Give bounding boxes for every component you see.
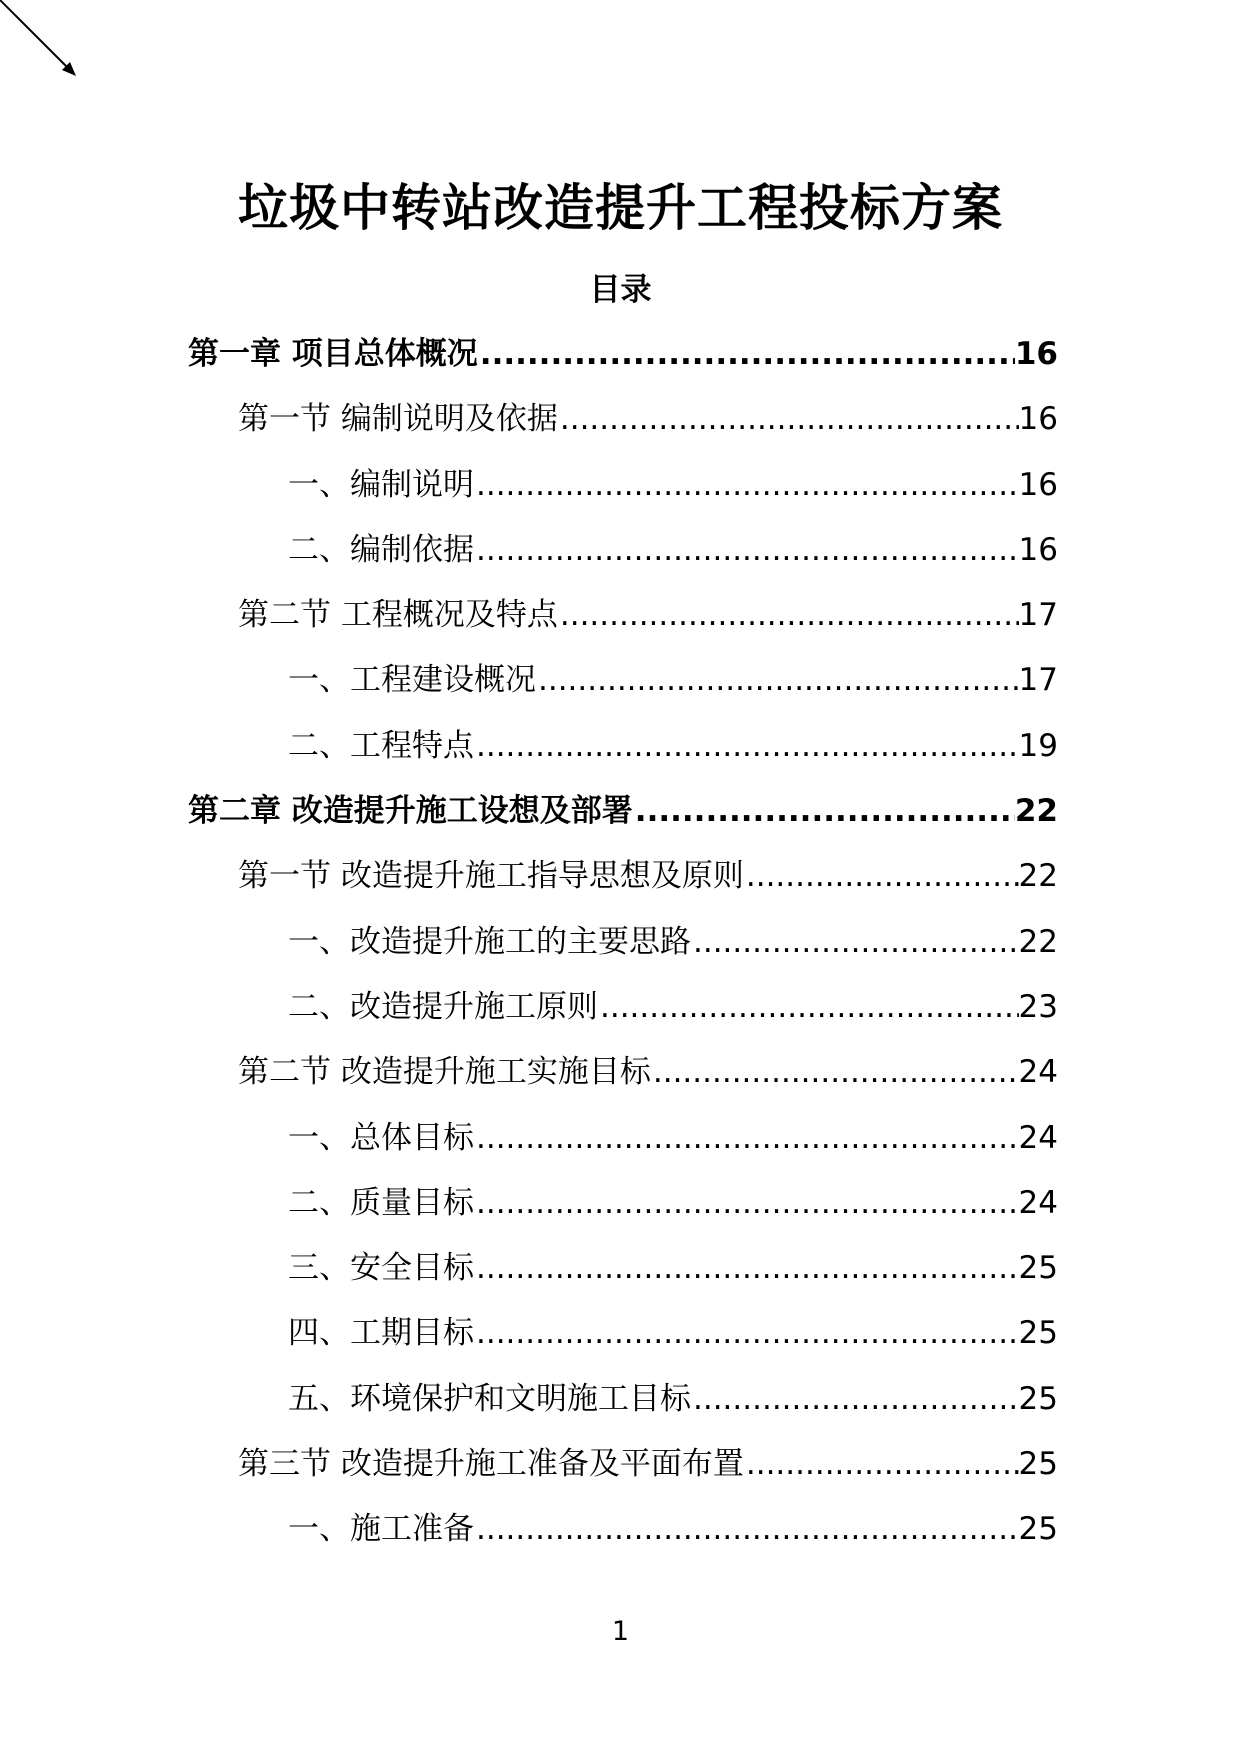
- toc-entry-page: 24: [1018, 1054, 1058, 1091]
- toc-entry-page: 24: [1018, 1119, 1058, 1156]
- toc-entry[interactable]: [188, 789, 1058, 854]
- toc-dot-leader: [474, 1116, 1019, 1160]
- toc-entry-title: 二、质量目标: [288, 1184, 474, 1221]
- toc-entry-title: 第三节 改造提升施工准备及平面布置: [238, 1446, 744, 1483]
- toc-dot-leader: [536, 658, 1019, 702]
- toc-entry-title: 第一节 改造提升施工指导思想及原则: [238, 858, 744, 895]
- toc-entry-page: 17: [1018, 597, 1058, 634]
- toc-entry[interactable]: [188, 658, 1058, 723]
- toc-entry-page: 22: [1018, 923, 1058, 960]
- toc-entry[interactable]: [188, 463, 1058, 528]
- corner-arrow-icon: [0, 0, 80, 80]
- toc-entry[interactable]: [188, 1181, 1058, 1246]
- toc-entry[interactable]: [188, 1116, 1058, 1181]
- toc-entry-title: 一、工程建设概况: [288, 662, 536, 699]
- toc-entry-page: 16: [1018, 466, 1058, 503]
- toc-entry[interactable]: [188, 1311, 1058, 1376]
- page-number: 1: [611, 1616, 630, 1647]
- toc-entry[interactable]: [188, 593, 1058, 658]
- toc-dot-leader: [474, 463, 1019, 507]
- toc-entry-page: 25: [1018, 1250, 1058, 1287]
- toc-dot-leader: [558, 593, 1019, 637]
- toc-entry[interactable]: [188, 1442, 1058, 1507]
- toc-dot-leader: [558, 397, 1019, 441]
- toc-entry[interactable]: [188, 1507, 1058, 1572]
- toc-entry-title: 第一节 编制说明及依据: [238, 401, 558, 438]
- toc-entry-title: 第二节 改造提升施工实施目标: [238, 1054, 651, 1091]
- toc-entry[interactable]: [188, 920, 1058, 985]
- toc-entry[interactable]: [188, 332, 1058, 397]
- toc-entry[interactable]: [188, 528, 1058, 593]
- toc-entry-title: 五、环境保护和文明施工目标: [288, 1380, 691, 1417]
- toc-entry-title: 二、编制依据: [288, 531, 474, 568]
- toc-entry-title: 四、工期目标: [288, 1315, 474, 1352]
- toc-entry[interactable]: [188, 985, 1058, 1050]
- toc-dot-leader: [744, 1442, 1019, 1486]
- toc-entry-page: 23: [1018, 988, 1058, 1025]
- toc-entry-page: 17: [1018, 662, 1058, 699]
- toc-entry-page: 16: [1014, 336, 1058, 372]
- toc-entry[interactable]: [188, 397, 1058, 462]
- toc-entry-page: 25: [1018, 1315, 1058, 1352]
- toc-dot-leader: [474, 1246, 1019, 1290]
- toc-dot-leader: [474, 1181, 1019, 1225]
- toc-dot-leader: [651, 1050, 1019, 1094]
- toc-entry[interactable]: [188, 1050, 1058, 1115]
- toc-entry-title: 一、施工准备: [288, 1511, 474, 1548]
- toc-entry-title: 三、安全目标: [288, 1250, 474, 1287]
- toc-dot-leader: [474, 724, 1019, 768]
- toc-entry-page: 16: [1018, 531, 1058, 568]
- toc-entry[interactable]: [188, 724, 1058, 789]
- toc-entry[interactable]: [188, 1246, 1058, 1311]
- toc-heading: 目录: [589, 272, 652, 308]
- toc-entry-title: 第二节 工程概况及特点: [238, 597, 558, 634]
- toc-dot-leader: [744, 854, 1019, 898]
- table-of-contents: [188, 332, 1058, 1573]
- toc-dot-leader: [474, 1311, 1019, 1355]
- toc-entry-page: 25: [1018, 1380, 1058, 1417]
- toc-entry-title: 一、总体目标: [288, 1119, 474, 1156]
- toc-dot-leader: [598, 985, 1019, 1029]
- toc-dot-leader: [474, 1507, 1019, 1551]
- toc-entry[interactable]: [188, 854, 1058, 919]
- toc-entry-title: 一、改造提升施工的主要思路: [288, 923, 691, 960]
- toc-dot-leader: [478, 332, 1015, 376]
- toc-dot-leader: [474, 528, 1019, 572]
- toc-entry-title: 第二章 改造提升施工设想及部署: [188, 793, 633, 830]
- toc-entry-page: 24: [1018, 1184, 1058, 1221]
- toc-entry-page: 25: [1018, 1446, 1058, 1483]
- toc-entry-page: 22: [1018, 858, 1058, 895]
- toc-dot-leader: [691, 1377, 1019, 1421]
- document-title: 垃圾中转站改造提升工程投标方案: [238, 179, 1003, 237]
- toc-entry-title: 二、工程特点: [288, 727, 474, 764]
- toc-dot-leader: [691, 920, 1019, 964]
- toc-entry[interactable]: [188, 1377, 1058, 1442]
- toc-entry-title: 第一章 项目总体概况: [188, 336, 478, 372]
- toc-entry-page: 25: [1018, 1511, 1058, 1548]
- toc-entry-page: 22: [1014, 793, 1058, 830]
- toc-entry-title: 一、编制说明: [288, 466, 474, 503]
- toc-entry-page: 16: [1018, 401, 1058, 438]
- toc-entry-page: 19: [1018, 727, 1058, 764]
- toc-entry-title: 二、改造提升施工原则: [288, 988, 598, 1025]
- toc-dot-leader: [633, 789, 1015, 833]
